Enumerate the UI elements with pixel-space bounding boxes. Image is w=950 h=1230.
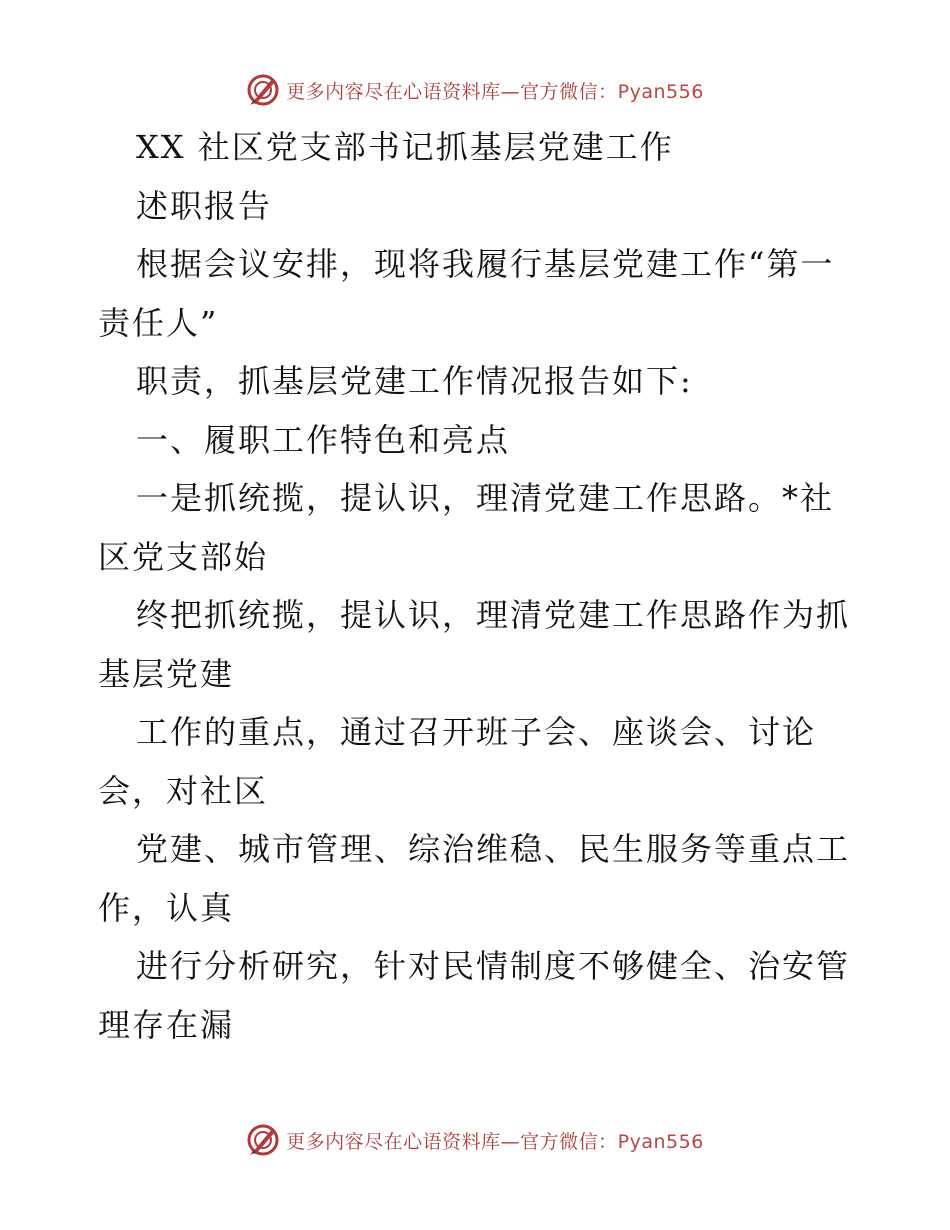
- watermark-text: [286, 1127, 704, 1154]
- text-line: 区党支部始: [98, 537, 269, 576]
- text-line: 一、履职工作特色和亮点: [136, 420, 511, 459]
- watermark-wechat-id: Pyan556: [617, 80, 704, 103]
- text-line: 党建、城市管理、综治维稳、民生服务等重点工: [136, 830, 851, 868]
- text-line: 进行分析研究，针对民情制度不够健全、治安管: [136, 947, 851, 985]
- text-line: 责任人”: [98, 303, 219, 342]
- text-line: 述职报告: [136, 186, 273, 225]
- text-line: 工作的重点，通过召开班子会、座谈会、讨论: [136, 713, 817, 751]
- text-line: 理存在漏: [98, 1005, 235, 1044]
- text-line: 终把抓统揽，提认识，理清党建工作思路作为抓: [136, 596, 851, 634]
- text-line: 基层党建: [98, 654, 235, 693]
- text-line: 根据会议安排，现将我履行基层党建工作“第一: [136, 245, 835, 283]
- text-line: XX 社区党支部书记抓基层党建工作: [136, 128, 674, 166]
- quill-logo-icon: [246, 73, 280, 107]
- watermark-text: [286, 77, 704, 104]
- text-line: 会，对社区: [98, 771, 269, 810]
- watermark-wechat-id: Pyan556: [617, 1130, 704, 1153]
- watermark-header: [0, 70, 950, 110]
- watermark-label: 更多内容尽在心语资料库—官方微信：: [286, 1130, 618, 1153]
- quill-logo-icon: [246, 1123, 280, 1157]
- text-line: 职责，抓基层党建工作情况报告如下:: [136, 362, 693, 400]
- text-line: 一是抓统揽，提认识，理清党建工作思路。*社: [136, 479, 835, 517]
- watermark-label: 更多内容尽在心语资料库—官方微信：: [286, 80, 618, 103]
- text-line: 作，认真: [98, 888, 235, 927]
- document-body: [98, 118, 858, 1054]
- watermark-footer: [0, 1120, 950, 1160]
